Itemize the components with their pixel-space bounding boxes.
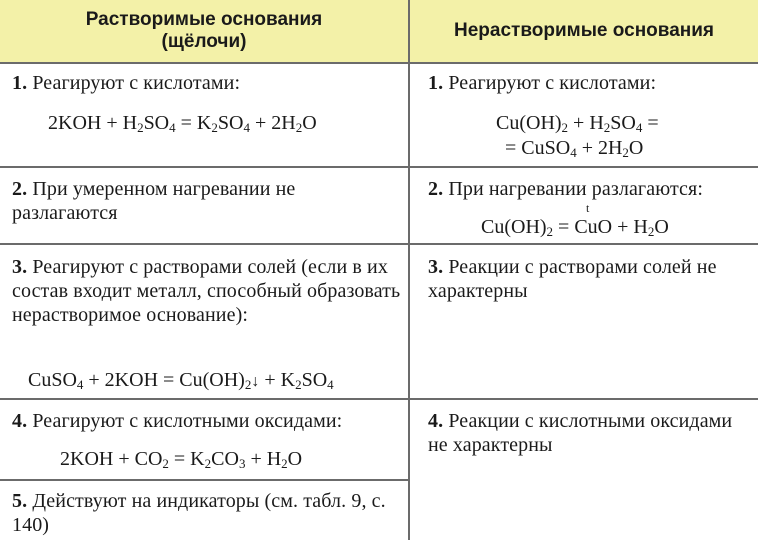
formula-koh-co2: $2KOH + CO_2 = K_2CO_3 + H_2O$ xyxy=(60,448,303,471)
header-insoluble-text: Нерастворимые основания xyxy=(453,20,715,41)
row-divider xyxy=(0,243,758,245)
item-text: Действуют на индикаторы (см. табл. 9, с. 140) xyxy=(12,490,386,536)
formula-cuoh2-decomposition: $Cu(OH)_2$ = CuO + $H_2O$ xyxy=(481,216,669,239)
item-number: 4. xyxy=(12,410,28,432)
heating-mark: t xyxy=(586,201,590,215)
item-text: Реагируют с кислотами: xyxy=(32,72,241,94)
item-number: 1. xyxy=(12,72,28,94)
item-text: Реагируют с кислотами: xyxy=(448,72,657,94)
insoluble-property-2 xyxy=(428,177,748,201)
header-soluble-bases xyxy=(0,0,408,62)
column-divider xyxy=(408,0,410,540)
row-divider xyxy=(0,166,758,168)
item-text: При нагревании разлагаются: xyxy=(448,178,703,200)
item-number: 1. xyxy=(428,72,444,94)
formula-cuoh2-h2so4-line1: $Cu(OH)_2 + H_2SO_4$ = xyxy=(496,112,659,135)
formula-cuoh2-h2so4-line2: = CuSO$_4$ + $2H_2O$ xyxy=(505,137,644,160)
soluble-property-3 xyxy=(12,255,402,327)
item-text: Реагируют с растворами солей (если в их состав входит металл, способный образовать нерастворимое основание): xyxy=(12,256,401,326)
item-text: Реакции с кислотными оксидами не характерны xyxy=(428,410,733,456)
row-divider xyxy=(0,62,758,64)
insoluble-property-4 xyxy=(428,409,748,457)
item-text: При умеренном нагревании не разлагаются xyxy=(12,178,296,224)
insoluble-property-3 xyxy=(428,255,748,303)
header-soluble-line2: (щёлочи) xyxy=(161,31,247,52)
formula-koh-h2so4: $2KOH + H_2SO_4 = K_2SO_4 + 2H_2O$ xyxy=(48,112,317,135)
item-number: 2. xyxy=(428,178,444,200)
formula-cuso4-koh: CuSO$_4$ + $2KOH = Cu(OH)_2↓ + K_2SO_4$ xyxy=(28,369,334,392)
soluble-property-2 xyxy=(12,177,402,225)
item-number: 5. xyxy=(12,490,28,512)
item-number: 3. xyxy=(428,256,444,278)
item-text: Реагируют с кислотными оксидами: xyxy=(32,410,343,432)
item-number: 4. xyxy=(428,410,444,432)
soluble-property-4 xyxy=(12,409,402,433)
item-number: 2. xyxy=(12,178,28,200)
header-insoluble-bases xyxy=(410,0,758,62)
row-divider xyxy=(0,479,408,481)
item-text: Реакции с растворами солей не характерны xyxy=(428,256,717,302)
item-number: 3. xyxy=(12,256,28,278)
header-soluble-line1: Растворимые основания xyxy=(85,9,323,30)
soluble-property-5 xyxy=(12,489,402,537)
soluble-property-1 xyxy=(12,71,402,95)
row-divider xyxy=(0,398,758,400)
insoluble-property-1 xyxy=(428,71,748,95)
